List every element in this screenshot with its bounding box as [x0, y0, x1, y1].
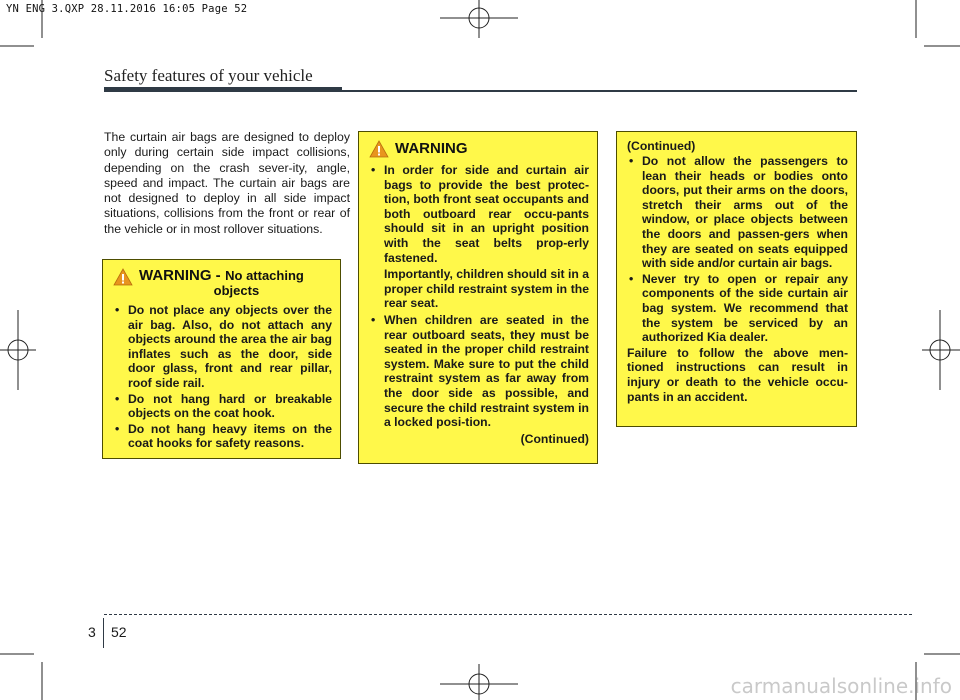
warning-conclusion: Failure to follow the above men-tioned instructions can result in injury or death to the vehicle occu-pants in an accident.: [627, 345, 848, 404]
print-slug: YN ENG 3.QXP 28.11.2016 16:05 Page 52: [6, 3, 248, 15]
warning-heading: [369, 140, 589, 158]
header-rule-thin: [342, 90, 857, 92]
warning-title-line1: No attaching: [225, 268, 304, 283]
warning-list: [369, 163, 589, 265]
page-number-divider: [103, 618, 104, 648]
list-item: • Do not hang heavy items on the coat hooks for safety reasons.: [113, 422, 332, 451]
continued-label: (Continued): [627, 139, 696, 153]
warning-title-line2: objects: [213, 283, 260, 298]
section-number: 3: [88, 624, 96, 640]
warning-box-no-attaching-objects: [102, 259, 341, 459]
list-item: • Do not allow the passengers to lean their heads or bodies onto doors, put their arms on the doors, stretch their arms out of the window, or place objects between the doors and passen-gers when they are seated on seats equipped with side and/or curtain air bags.: [627, 154, 848, 271]
warning-list: [113, 303, 332, 451]
page-number: 52: [111, 624, 127, 640]
warning-paragraph: Importantly, children should sit in a proper child restraint system in the rear seat.: [384, 267, 589, 311]
warning-triangle-icon: [369, 140, 389, 158]
warning-label: WARNING -: [139, 267, 221, 284]
continued-label: (Continued): [520, 431, 589, 446]
warning-box-continued: [616, 131, 857, 427]
list-item: • Never try to open or repair any components of the side curtain air bag system. We recommend that the system be serviced by an authorized Kia dealer.: [627, 272, 848, 345]
intro-paragraph: The curtain air bags are designed to deploy only during certain side impact collisions, depending on the crash sever-ity, angle, speed and impact. The curtain air bags are not designed to deploy in all side impact situations, collisions from the front or rear of the vehicle or in most rollover situations.: [104, 130, 350, 236]
warning-list: [369, 313, 589, 430]
footer-rule: [104, 614, 912, 615]
warning-box-seating: [358, 131, 598, 464]
warning-label: WARNING: [395, 140, 468, 157]
warning-triangle-icon: [113, 268, 133, 286]
list-item: • When children are seated in the rear outboard seats, they must be seated in the proper child restraint system. Make sure to put the child restraint system as far away from the door side as possible, and secure the child restraint system in a locked posi-tion.: [369, 313, 589, 430]
warning-heading: [113, 268, 332, 298]
page-header-title: Safety features of your vehicle: [104, 66, 313, 85]
list-item: • Do not hang hard or breakable objects on the coat hook.: [113, 392, 332, 421]
list-item: • In order for side and curtain air bags to provide the best protec-tion, both front seat occupants and both outboard rear occu-pants should sit in an upright position with the seat belts prop-erly fastened.: [369, 163, 589, 265]
watermark: carmanualsonline.info: [730, 674, 952, 698]
list-item: • Do not place any objects over the air bag. Also, do not attach any objects around the area the air bag inflates such as the door, side door glass, front and rear pillar, roof side rail.: [113, 303, 332, 391]
warning-list: [627, 154, 848, 345]
header-rule-thick: [104, 87, 342, 92]
